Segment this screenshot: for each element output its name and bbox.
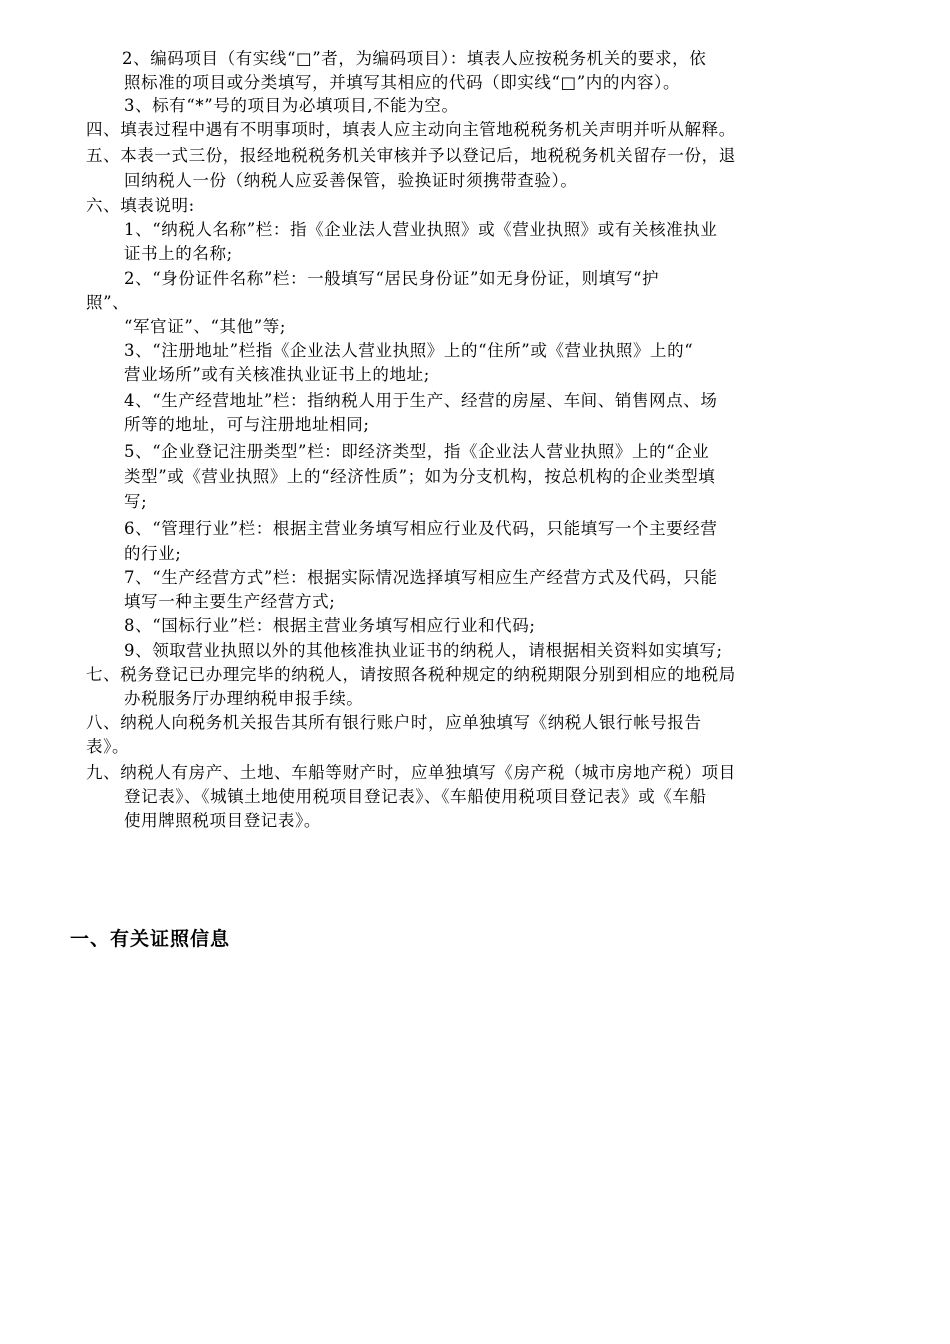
text-line: 2、编码项目（有实线“□”者，为编码项目）：填表人应按税务机关的要求，依	[122, 49, 707, 68]
text-line: 1、“纳税人名称”栏：指《企业法人营业执照》或《营业执照》或有关核准执业	[124, 220, 718, 239]
text-line: “军官证”、“其他”等;	[124, 317, 287, 336]
text-line: 五、本表一式三份，报经地税税务机关审核并予以登记后，地税税务机关留存一份，退	[86, 146, 736, 165]
text-line: 七、税务登记已办理完毕的纳税人，请按照各税种规定的纳税期限分别到相应的地税局	[86, 665, 736, 684]
text-line: 登记表》、《城镇土地使用税项目登记表》、《车船使用税项目登记表》或《车船	[124, 787, 707, 806]
text-line: 办税服务厅办理纳税申报手续。	[124, 689, 364, 708]
text-line: 9、领取营业执照以外的其他核准执业证书的纳税人，请根据相关资料如实填写;	[124, 641, 723, 660]
text-line: 8、“国标行业”栏：根据主营业务填写相应行业和代码;	[124, 616, 536, 635]
text-line: 表》。	[86, 737, 130, 756]
text-line: 3、“注册地址”栏指《企业法人营业执照》上的“住所”或《营业执照》上的“	[124, 341, 694, 360]
text-line: 填写一种主要生产经营方式;	[124, 592, 336, 611]
text-line: 回纳税人一份（纳税人应妥善保管，验换证时须携带查验）。	[124, 171, 578, 190]
text-line: 写;	[124, 492, 148, 511]
text-line: 2、“身份证件名称”栏：一般填写“居民身份证”如无身份证，则填写“护	[124, 269, 660, 288]
text-line: 4、“生产经营地址”栏：指纳税人用于生产、经营的房屋、车间、销售网点、场	[124, 391, 718, 410]
text-line: 照标准的项目或分类填写，并填写其相应的代码（即实线“□”内的内容）。	[124, 73, 681, 92]
text-line: 营业场所”或有关核准执业证书上的地址;	[124, 365, 430, 384]
text-line: 照”、	[86, 293, 130, 312]
text-line: 八、纳税人向税务机关报告其所有银行账户时，应单独填写《纳税人银行帐号报告	[86, 713, 702, 732]
text-line: 3、标有“*”号的项目为必填项目,不能为空。	[124, 96, 459, 115]
text-line: 类型”或《营业执照》上的“经济性质”；如为分支机构，按总机构的企业类型填	[124, 467, 716, 486]
text-line: 证书上的名称;	[124, 244, 233, 263]
text-line: 四、填表过程中遇有不明事项时，填表人应主动向主管地税税务机关声明并听从解释。	[86, 120, 736, 139]
text-line: 7、“生产经营方式”栏：根据实际情况选择填写相应生产经营方式及代码，只能	[124, 568, 718, 587]
section-heading: 一、有关证照信息	[70, 928, 231, 950]
text-line: 使用牌照税项目登记表》。	[124, 811, 321, 830]
text-line: 所等的地址，可与注册地址相同;	[124, 415, 370, 434]
text-line: 的行业;	[124, 544, 182, 563]
text-line: 九、纳税人有房产、土地、车船等财产时，应单独填写《房产税（城市房地产税）项目	[86, 763, 736, 782]
text-line: 5、“企业登记注册类型”栏：即经济类型，指《企业法人营业执照》上的“企业	[124, 442, 710, 461]
text-line: 6、“管理行业”栏：根据主营业务填写相应行业及代码，只能填写一个主要经营	[124, 519, 718, 538]
text-line: 六、填表说明:	[86, 196, 195, 215]
